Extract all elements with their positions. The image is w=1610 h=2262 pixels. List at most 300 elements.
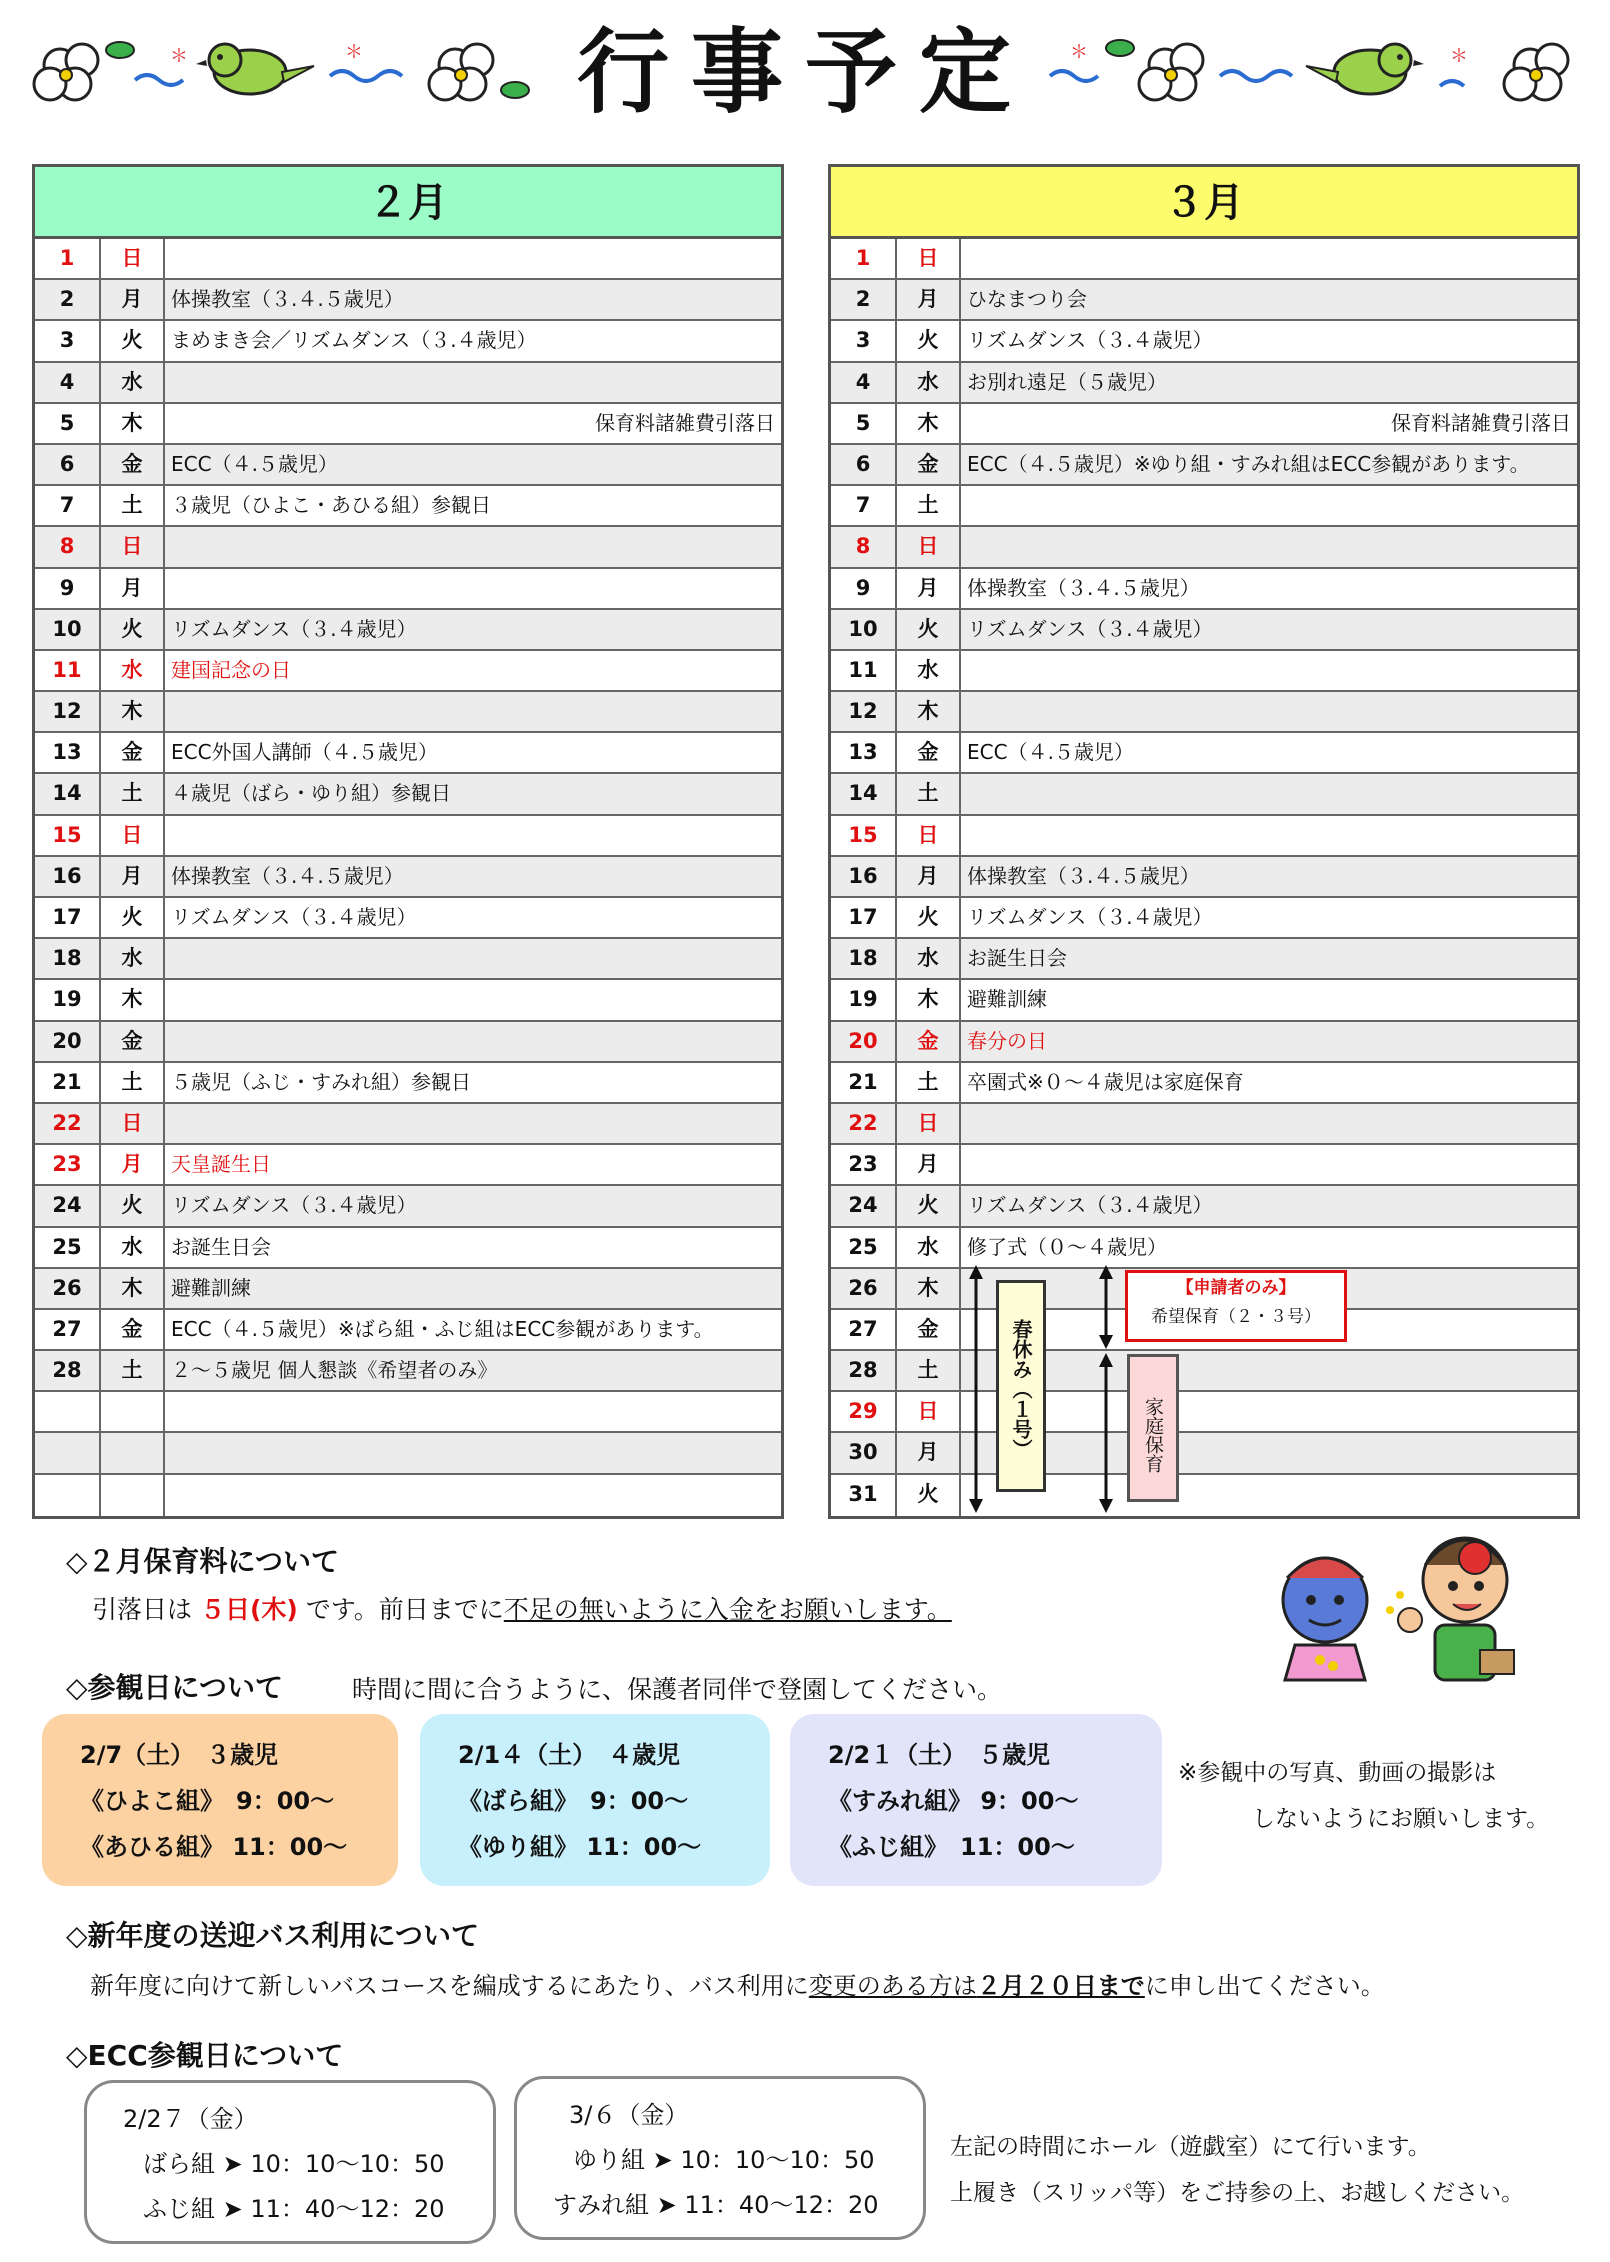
visit-note: 時間に間に合うように、保護者同伴で登園してください。 — [352, 1675, 1003, 1704]
weekday-cell: 金 — [101, 733, 165, 772]
weekday-cell: 日 — [897, 816, 961, 855]
date-cell: 9 — [35, 569, 101, 608]
feb-row — [35, 321, 781, 362]
bus-text-d: に申し出てください。 — [1144, 1972, 1385, 2000]
date-cell: 25 — [35, 1228, 101, 1267]
event-cell: ４歳児（ばら・ゆり組）参観日 — [171, 781, 451, 806]
feb-row — [35, 1104, 781, 1145]
oni-icon — [1283, 1558, 1367, 1680]
mar-row — [831, 898, 1577, 939]
weekday-cell: 月 — [897, 280, 961, 319]
date-cell: 13 — [831, 733, 897, 772]
event-cell: ECC（４.５歳児） — [967, 740, 1134, 765]
date-cell: 2 — [35, 280, 101, 319]
date-cell: 22 — [35, 1104, 101, 1143]
visit-box-4yo — [420, 1714, 770, 1886]
date-cell: 4 — [35, 363, 101, 402]
weekday-cell: 火 — [897, 1186, 961, 1225]
date-cell: 19 — [831, 980, 897, 1019]
weekday-cell: 木 — [897, 404, 961, 443]
mar-row — [831, 321, 1577, 362]
weekday-cell: 金 — [101, 1310, 165, 1349]
feb-row — [35, 1063, 781, 1104]
weekday-cell: 金 — [897, 733, 961, 772]
feb-row — [35, 1145, 781, 1186]
event-cell — [165, 527, 781, 566]
feb-row — [35, 280, 781, 321]
mar-row — [831, 1351, 1577, 1392]
hope-care-label: 希望保育（２・３号） — [1151, 1307, 1321, 1327]
mar-row — [831, 733, 1577, 774]
weekday-cell: 火 — [101, 1186, 165, 1225]
feb-row — [35, 363, 781, 404]
date-cell: 5 — [35, 404, 101, 443]
weekday-cell: 火 — [101, 321, 165, 360]
event-cell: 体操教室（３.４.５歳児） — [967, 863, 1200, 888]
bird-icon — [196, 44, 314, 94]
feb-row — [35, 980, 781, 1021]
event-cell — [165, 1475, 781, 1516]
date-cell: 5 — [831, 404, 897, 443]
weekday-cell: 水 — [897, 939, 961, 978]
feb-row — [35, 1310, 781, 1351]
feb-row — [35, 445, 781, 486]
photo-note-2: しないようにお願いします。 — [1252, 1806, 1550, 1832]
feb-row — [35, 1392, 781, 1433]
date-cell: 25 — [831, 1228, 897, 1267]
mar-row — [831, 1063, 1577, 1104]
feb-row — [35, 1433, 781, 1474]
feb-row — [35, 1186, 781, 1227]
weekday-cell: 土 — [897, 774, 961, 813]
weekday-cell: 土 — [101, 1351, 165, 1390]
sparkle-icon: ＊ — [1070, 42, 1088, 63]
feb-row — [35, 692, 781, 733]
visit-box-line: 《あひる組》 11：00～ — [80, 1833, 348, 1861]
visit-box-5yo — [790, 1714, 1162, 1886]
february-header: ２月 — [35, 167, 781, 239]
weekday-cell: 水 — [897, 1228, 961, 1267]
date-cell: 24 — [831, 1186, 897, 1225]
child-throwing-beans-icon — [1386, 1538, 1514, 1680]
feb-row — [35, 857, 781, 898]
feb-row — [35, 1351, 781, 1392]
date-cell — [35, 1433, 101, 1472]
weekday-cell — [101, 1475, 165, 1516]
wave-icon — [330, 71, 402, 81]
date-cell: 3 — [35, 321, 101, 360]
visit-box-line: 《ひよこ組》 9：00～ — [80, 1787, 335, 1815]
event-cell: 保育料諸雑費引落日 — [1391, 410, 1571, 435]
feb-row — [35, 1228, 781, 1269]
date-cell: 20 — [831, 1022, 897, 1061]
feb-row — [35, 404, 781, 445]
mar-row — [831, 1186, 1577, 1227]
event-cell: 体操教室（３.４.５歳児） — [171, 287, 404, 312]
wave-icon — [1050, 71, 1098, 81]
weekday-cell: 水 — [897, 363, 961, 402]
date-cell: 27 — [35, 1310, 101, 1349]
decoration-right — [1040, 20, 1595, 110]
weekday-cell: 月 — [897, 569, 961, 608]
spring-break-label: 春休み（１号） — [996, 1280, 1046, 1492]
date-cell: 11 — [35, 651, 101, 690]
weekday-cell: 金 — [101, 1022, 165, 1061]
fee-text — [92, 1590, 952, 1626]
weekday-cell: 木 — [101, 1269, 165, 1308]
event-cell — [961, 486, 1577, 525]
date-cell: 6 — [35, 445, 101, 484]
event-cell: ECC外国人講師（４.５歳児） — [171, 740, 438, 765]
date-cell: 23 — [35, 1145, 101, 1184]
feb-row — [35, 1269, 781, 1310]
weekday-cell: 土 — [897, 1351, 961, 1390]
date-cell: 19 — [35, 980, 101, 1019]
leaf-icon — [501, 82, 529, 98]
weekday-cell: 日 — [897, 1104, 961, 1143]
bus-text-b: 変更のある方は — [808, 1972, 977, 2000]
sparkle-icon: ＊ — [170, 46, 188, 67]
weekday-cell: 金 — [897, 445, 961, 484]
date-cell: 20 — [35, 1022, 101, 1061]
page-title: 行事予定 — [576, 19, 1033, 126]
weekday-cell: 日 — [897, 1392, 961, 1431]
date-cell: 1 — [831, 239, 897, 278]
ecc-box-date: 2/2７（金） — [123, 2105, 258, 2133]
ecc-box-line: すみれ組 ➤ 11：40～12：20 — [553, 2191, 879, 2219]
mar-row — [831, 980, 1577, 1021]
event-cell — [165, 980, 781, 1019]
visit-box-3yo — [42, 1714, 398, 1886]
event-cell: リズムダンス（３.４歳児） — [171, 1193, 417, 1218]
weekday-cell: 月 — [897, 857, 961, 896]
date-cell: 1 — [35, 239, 101, 278]
date-cell: 16 — [35, 857, 101, 896]
mar-row — [831, 1228, 1577, 1269]
mar-row — [831, 1022, 1577, 1063]
event-cell: リズムダンス（３.４歳児） — [967, 328, 1213, 353]
weekday-cell — [101, 1433, 165, 1472]
feb-row — [35, 1475, 781, 1516]
event-cell: リズムダンス（３.４歳児） — [171, 905, 417, 929]
feb-row — [35, 774, 781, 815]
weekday-cell: 金 — [897, 1022, 961, 1061]
date-cell: 27 — [831, 1310, 897, 1349]
weekday-cell: 火 — [897, 610, 961, 649]
weekday-cell: 木 — [897, 1269, 961, 1308]
ecc-box-date: 3/６（金） — [569, 2101, 689, 2129]
date-cell: 18 — [831, 939, 897, 978]
bus-section-title: ◇新年度の送迎バス利用について — [66, 1919, 479, 1952]
mar-row — [831, 1104, 1577, 1145]
date-cell: 31 — [831, 1475, 897, 1516]
event-cell — [165, 1104, 781, 1143]
weekday-cell: 火 — [897, 898, 961, 937]
weekday-cell: 月 — [897, 1433, 961, 1472]
ecc-box-feb27 — [84, 2080, 496, 2244]
weekday-cell: 土 — [101, 774, 165, 813]
mar-row — [831, 1433, 1577, 1474]
date-cell: 21 — [35, 1063, 101, 1102]
date-cell: 16 — [831, 857, 897, 896]
weekday-cell: 木 — [101, 404, 165, 443]
mar-row — [831, 651, 1577, 692]
event-cell — [165, 363, 781, 402]
weekday-cell: 月 — [101, 280, 165, 319]
event-cell: ２～５歳児 個人懇談《希望者のみ》 — [171, 1358, 498, 1383]
event-cell: 避難訓練 — [967, 987, 1047, 1012]
plum-flower-icon — [1139, 44, 1203, 100]
mar-row — [831, 857, 1577, 898]
mar-row — [831, 1145, 1577, 1186]
feb-row — [35, 239, 781, 280]
event-cell: ECC（４.５歳児）※ばら組・ふじ組はECC参観があります。 — [171, 1316, 714, 1341]
event-cell: ECC（４.５歳児） — [171, 451, 338, 476]
date-cell: 12 — [831, 692, 897, 731]
february-table — [32, 164, 784, 1519]
february-rows — [35, 239, 781, 1516]
weekday-cell: 木 — [101, 692, 165, 731]
event-cell — [165, 1392, 781, 1431]
mar-row — [831, 1392, 1577, 1433]
weekday-cell: 火 — [897, 321, 961, 360]
visit-box-line: 2/1４（土） ４歳児 — [458, 1741, 681, 1769]
weekday-cell: 土 — [897, 486, 961, 525]
mar-row — [831, 1475, 1577, 1516]
mar-row — [831, 445, 1577, 486]
plum-flower-icon — [429, 44, 493, 100]
date-cell: 17 — [35, 898, 101, 937]
date-cell: 14 — [831, 774, 897, 813]
weekday-cell: 金 — [101, 445, 165, 484]
date-cell: 14 — [35, 774, 101, 813]
date-cell: 28 — [831, 1351, 897, 1390]
weekday-cell: 土 — [101, 486, 165, 525]
event-cell: リズムダンス（３.４歳児） — [967, 905, 1213, 929]
leaf-icon — [1106, 40, 1134, 56]
home-care-label: 家庭保育 — [1127, 1354, 1179, 1502]
weekday-cell: 水 — [897, 651, 961, 690]
weekday-cell: 月 — [897, 1145, 961, 1184]
fee-section-title: ◇２月保育料について — [66, 1545, 339, 1578]
event-cell: ５歳児（ふじ・すみれ組）参観日 — [171, 1069, 471, 1094]
weekday-cell: 日 — [897, 239, 961, 278]
mar-row — [831, 774, 1577, 815]
date-cell: 23 — [831, 1145, 897, 1184]
bus-text-a: 新年度に向けて新しいバスコースを編成するにあたり、バス利用に — [90, 1972, 809, 2000]
visit-section-title: ◇参観日について — [66, 1671, 283, 1704]
date-cell: 18 — [35, 939, 101, 978]
weekday-cell: 水 — [101, 651, 165, 690]
date-cell: 8 — [831, 527, 897, 566]
ecc-box-mar6 — [514, 2076, 926, 2240]
event-cell — [961, 1145, 1577, 1184]
plum-flower-icon — [34, 44, 98, 100]
ecc-note-1: 左記の時間にホール（遊戯室）にて行います。 — [950, 2134, 1431, 2160]
sparkle-icon: ＊ — [1450, 46, 1468, 67]
event-cell: 避難訓練 — [171, 1275, 251, 1300]
date-cell — [35, 1392, 101, 1431]
date-cell: 21 — [831, 1063, 897, 1102]
date-cell: 10 — [35, 610, 101, 649]
bus-text-c: ２月２０日まで — [976, 1972, 1145, 2000]
weekday-cell: 日 — [101, 527, 165, 566]
event-cell: 春分の日 — [967, 1028, 1047, 1053]
date-cell: 7 — [831, 486, 897, 525]
event-cell: お別れ遠足（５歳児） — [967, 369, 1167, 394]
event-cell: 卒園式※０～４歳児は家庭保育 — [967, 1069, 1244, 1094]
visit-box-line: 《ふじ組》 11：00～ — [828, 1833, 1075, 1861]
weekday-cell: 火 — [101, 610, 165, 649]
event-cell — [165, 239, 781, 278]
date-cell: 29 — [831, 1392, 897, 1431]
event-cell: リズムダンス（３.４歳児） — [967, 616, 1213, 641]
setsubun-illustration — [1265, 1520, 1535, 1720]
event-cell: 体操教室（３.４.５歳児） — [967, 575, 1200, 600]
date-cell: 15 — [35, 816, 101, 855]
weekday-cell: 木 — [897, 980, 961, 1019]
weekday-cell: 月 — [101, 1145, 165, 1184]
weekday-cell: 水 — [101, 363, 165, 402]
event-cell: お誕生日会 — [967, 946, 1067, 971]
fee-text-c: 不足の無いように入金をお願いします。 — [503, 1595, 952, 1624]
ecc-note-2: 上履き（スリッパ等）をご持参の上、お越しください。 — [950, 2180, 1525, 2206]
mar-row — [831, 404, 1577, 445]
bus-text — [90, 1966, 1385, 2001]
applicant-label: 【申請者のみ】 — [1176, 1278, 1296, 1298]
date-cell: 6 — [831, 445, 897, 484]
mar-row — [831, 486, 1577, 527]
hope-care-box — [1125, 1270, 1347, 1342]
event-cell: ひなまつり会 — [967, 287, 1087, 312]
date-cell — [35, 1475, 101, 1516]
event-cell: 体操教室（３.４.５歳児） — [171, 863, 404, 888]
feb-row — [35, 610, 781, 651]
event-cell: ３歳児（ひよこ・あひる組）参観日 — [171, 493, 491, 518]
date-cell: 28 — [35, 1351, 101, 1390]
leaf-icon — [106, 42, 134, 58]
event-cell — [961, 816, 1577, 855]
event-cell — [961, 692, 1577, 731]
date-cell: 26 — [35, 1269, 101, 1308]
event-cell: ECC（４.５歳児）※ゆり組・すみれ組はECC参観があります。 — [967, 451, 1530, 476]
date-cell: 26 — [831, 1269, 897, 1308]
weekday-cell: 日 — [101, 1104, 165, 1143]
feb-row — [35, 939, 781, 980]
fee-text-b: です。前日までに — [305, 1595, 504, 1624]
event-cell — [165, 816, 781, 855]
sparkle-icon: ＊ — [345, 42, 363, 63]
event-cell: リズムダンス（３.４歳児） — [171, 616, 417, 641]
weekday-cell: 木 — [101, 980, 165, 1019]
event-cell — [961, 774, 1577, 813]
date-cell: 30 — [831, 1433, 897, 1472]
date-cell: 2 — [831, 280, 897, 319]
mar-row — [831, 610, 1577, 651]
event-cell — [165, 569, 781, 608]
event-cell: お誕生日会 — [171, 1234, 271, 1259]
event-cell — [165, 1433, 781, 1472]
weekday-cell: 火 — [897, 1475, 961, 1516]
feb-row — [35, 816, 781, 857]
weekday-cell: 日 — [101, 239, 165, 278]
feb-row — [35, 569, 781, 610]
mar-row — [831, 363, 1577, 404]
date-cell: 7 — [35, 486, 101, 525]
date-cell: 15 — [831, 816, 897, 855]
weekday-cell — [101, 1392, 165, 1431]
weekday-cell: 金 — [897, 1310, 961, 1349]
wave-icon — [1220, 71, 1292, 81]
event-cell: 建国記念の日 — [171, 657, 291, 682]
ecc-box-line: ふじ組 ➤ 11：40～12：20 — [143, 2195, 445, 2223]
event-cell — [961, 527, 1577, 566]
event-cell — [961, 1104, 1577, 1143]
date-cell: 9 — [831, 569, 897, 608]
fee-date: ５日(木) — [199, 1595, 298, 1624]
date-cell: 13 — [35, 733, 101, 772]
mar-row — [831, 692, 1577, 733]
plum-flower-icon — [1504, 44, 1568, 100]
mar-row — [831, 816, 1577, 857]
page-header — [0, 0, 1610, 150]
event-cell — [165, 939, 781, 978]
visit-box-line: 《ばら組》 9：00～ — [458, 1787, 689, 1815]
weekday-cell: 土 — [101, 1063, 165, 1102]
photo-note-1: ※参観中の写真、動画の撮影は — [1178, 1760, 1497, 1786]
feb-row — [35, 651, 781, 692]
date-cell: 11 — [831, 651, 897, 690]
event-cell — [961, 239, 1577, 278]
feb-row — [35, 733, 781, 774]
event-cell: リズムダンス（３.４歳児） — [967, 1193, 1213, 1218]
feb-row — [35, 527, 781, 568]
date-cell: 3 — [831, 321, 897, 360]
wave-icon — [1440, 81, 1464, 86]
mar-row — [831, 527, 1577, 568]
date-cell: 4 — [831, 363, 897, 402]
wave-icon — [135, 75, 183, 85]
decoration-left — [20, 20, 560, 110]
weekday-cell: 日 — [897, 527, 961, 566]
weekday-cell: 日 — [101, 816, 165, 855]
weekday-cell: 土 — [897, 1063, 961, 1102]
date-cell: 10 — [831, 610, 897, 649]
weekday-cell: 水 — [101, 1228, 165, 1267]
feb-row — [35, 898, 781, 939]
mar-row — [831, 239, 1577, 280]
feb-row — [35, 1022, 781, 1063]
weekday-cell: 火 — [101, 898, 165, 937]
weekday-cell: 月 — [101, 857, 165, 896]
visit-box-line: 《ゆり組》 11：00～ — [458, 1833, 702, 1861]
ecc-box-line: ゆり組 ➤ 10：10～10：50 — [573, 2146, 875, 2174]
event-cell: 天皇誕生日 — [171, 1152, 271, 1177]
visit-box-line: 《すみれ組》 9：00～ — [828, 1787, 1079, 1815]
fee-text-a: 引落日は — [92, 1595, 193, 1624]
date-cell: 24 — [35, 1186, 101, 1225]
weekday-cell: 水 — [101, 939, 165, 978]
visit-box-line: 2/7（土） ３歳児 — [80, 1741, 279, 1769]
event-cell — [165, 1022, 781, 1061]
event-cell: まめまき会／リズムダンス（３.４歳児） — [171, 328, 537, 353]
weekday-cell: 月 — [101, 569, 165, 608]
ecc-section-title: ◇ECC参観日について — [66, 2039, 344, 2072]
visit-box-line: 2/2１（土） ５歳児 — [828, 1741, 1051, 1769]
weekday-cell: 木 — [897, 692, 961, 731]
date-cell: 12 — [35, 692, 101, 731]
feb-row — [35, 486, 781, 527]
